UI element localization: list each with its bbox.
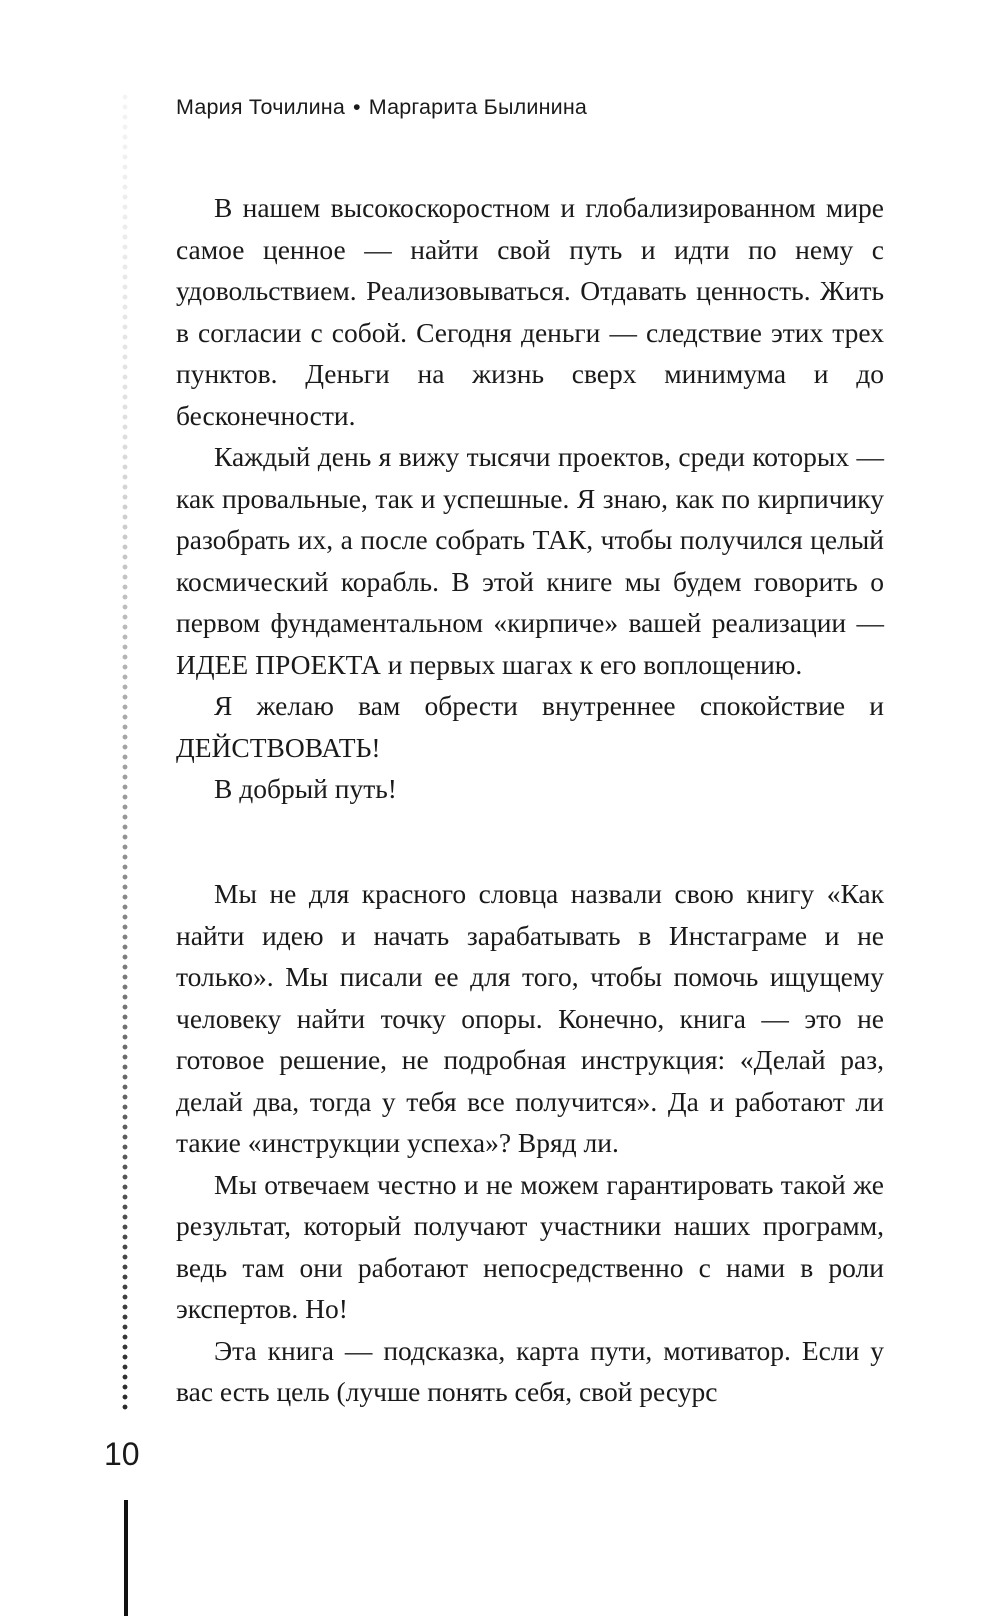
text-section-1 bbox=[176, 187, 884, 810]
paragraph: Мы отвечаем честно и не можем гарантировать такой же результат, который получают участники наших программ, ведь там они работают непосредственно с нами в роли экспертов. Но! bbox=[176, 1168, 884, 1324]
paragraph: Эта книга — подсказка, карта пути, мотиватор. Если у вас есть цель (лучше понять себя, свой ресурс bbox=[176, 1334, 884, 1407]
author-name-2: Маргарита Былинина bbox=[368, 95, 588, 119]
author-separator: • bbox=[353, 95, 361, 119]
paragraph: В добрый путь! bbox=[214, 773, 397, 804]
paragraph: Мы не для красного словца назвали свою книгу «Как найти идею и начать зарабатывать в Инстаграме и не только». Мы писали ее для того, чтобы помочь ищущему человеку найти точку опоры. Конечно, книга — это не готовое решение, не подробная инструкция: «Делай раз, делай два, тогда у тебя все получится». Да и работают ли такие «инструкции успеха»? Вряд ли. bbox=[176, 878, 884, 1158]
vertical-rule bbox=[124, 1500, 128, 1616]
paragraph: Я желаю вам обрести внутреннее спокойствие и ДЕЙСТВОВАТЬ! bbox=[176, 690, 884, 763]
author-name-1: Мария Точилина bbox=[176, 95, 346, 119]
running-head bbox=[176, 92, 587, 122]
paragraph: В нашем высокоскоростном и глобализированном мире самое ценное — найти свой путь и идти по нему с удовольствием. Реализовываться. Отдавать ценность. Жить в согласии с собой. Сегодня деньги — следствие этих трех пунктов. Деньги на жизнь сверх минимума и до бесконечности. bbox=[176, 192, 884, 431]
decorative-dot-column bbox=[121, 92, 129, 1412]
paragraph: Каждый день я вижу тысячи проектов, среди которых — как провальные, так и успешные. Я знаю, как по кирпичику разобрать их, а после собрать ТАК, чтобы получился целый космический корабль. В этой книге мы будем говорить о первом фундаментальном «кирпиче» вашей реализации — ИДЕЕ ПРОЕКТА и первых шагах к его воплощению. bbox=[176, 441, 884, 680]
page-number: 10 bbox=[104, 1436, 140, 1472]
text-section-2 bbox=[176, 873, 884, 1413]
